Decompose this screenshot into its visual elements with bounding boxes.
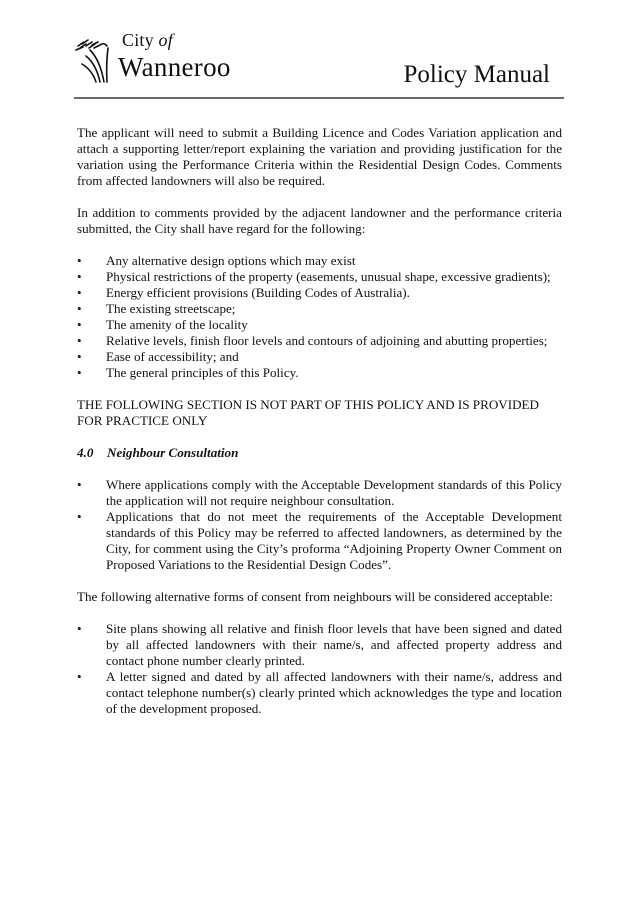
- section-number: 4.0: [77, 445, 94, 460]
- header-divider: [74, 97, 564, 99]
- logo-wanneroo: Wanneroo: [118, 52, 231, 82]
- kangaroo-paw-flower-icon: [74, 36, 120, 86]
- list-item: [77, 333, 562, 349]
- practice-notice: THE FOLLOWING SECTION IS NOT PART OF THIS POLICY AND IS PROVIDED FOR PRACTICE ONLY: [77, 397, 540, 428]
- list-item: [77, 365, 562, 381]
- document-body: [77, 125, 562, 717]
- spacer: [77, 381, 562, 397]
- regard-paragraph: In addition to comments provided by the adjacent landowner and the performance criteria submitted, the City shall have regard for the following:: [77, 205, 562, 236]
- spacer: [77, 189, 562, 205]
- regard-list: [77, 253, 562, 381]
- bullet-icon: •: [77, 253, 82, 268]
- list-item: [77, 669, 562, 717]
- list-item-text: The existing streetscape;: [106, 301, 236, 316]
- logo-city-of: [122, 30, 173, 51]
- spacer: [77, 573, 562, 589]
- consent-paragraph: The following alternative forms of consent from neighbours will be considered acceptable:: [77, 589, 553, 604]
- page-header: [74, 24, 564, 98]
- bullet-icon: •: [77, 333, 82, 348]
- list-item: [77, 253, 562, 269]
- bullet-icon: •: [77, 301, 82, 316]
- list-item-text: Physical restrictions of the property (easements, unusual shape, excessive gradients);: [106, 269, 551, 284]
- bullet-icon: •: [77, 365, 82, 380]
- spacer: [77, 461, 562, 477]
- list-item: [77, 301, 562, 317]
- list-item-text: Site plans showing all relative and finish floor levels that have been signed and dated by all affected landowners with their name/s, and affected property address and contact phone number clearly printed.: [106, 621, 562, 668]
- list-item-text: A letter signed and dated by all affected landowners with their name/s, address and contact telephone number(s) clearly printed which acknowledges the type and location of the development proposed.: [106, 669, 562, 716]
- bullet-icon: •: [77, 285, 82, 300]
- bullet-icon: •: [77, 669, 82, 684]
- section-heading: [77, 445, 562, 461]
- consultation-list: [77, 477, 562, 573]
- bullet-icon: •: [77, 509, 82, 524]
- list-item: [77, 285, 562, 301]
- spacer: [77, 429, 562, 445]
- spacer: [77, 605, 562, 621]
- intro-paragraph: The applicant will need to submit a Building Licence and Codes Variation application and attach a supporting letter/report explaining the variation and providing justification for the variation using the Performance Criteria within the Residential Design Codes. Comments from affected landowners will also be required.: [77, 125, 562, 188]
- list-item-text: The amenity of the locality: [106, 317, 248, 332]
- bullet-icon: •: [77, 269, 82, 284]
- consent-list: [77, 621, 562, 717]
- document-title: Policy Manual: [403, 61, 550, 88]
- bullet-icon: •: [77, 317, 82, 332]
- bullet-icon: •: [77, 621, 82, 636]
- list-item-text: Relative levels, finish floor levels and contours of adjoining and abutting properties;: [106, 333, 548, 348]
- list-item-text: Where applications comply with the Acceptable Development standards of this Policy the application will not require neighbour consultation.: [106, 477, 562, 508]
- section-title: Neighbour Consultation: [107, 445, 239, 460]
- logo-of-text: of: [158, 30, 173, 50]
- list-item-text: Applications that do not meet the requirements of the Acceptable Development standards of this Policy may be referred to affected landowners, as determined by the City, for comment using the City’s proforma “Adjoining Property Owner Comment on Proposed Variations to the Residential Design Codes”.: [106, 509, 562, 572]
- bullet-icon: •: [77, 349, 82, 364]
- list-item: [77, 477, 562, 509]
- list-item-text: Energy efficient provisions (Building Codes of Australia).: [106, 285, 410, 300]
- list-item-text: Any alternative design options which may exist: [106, 253, 356, 268]
- spacer: [77, 237, 562, 253]
- bullet-icon: •: [77, 477, 82, 492]
- list-item: [77, 509, 562, 573]
- city-logo: [74, 30, 274, 90]
- list-item-text: Ease of accessibility; and: [106, 349, 239, 364]
- list-item: [77, 621, 562, 669]
- list-item-text: The general principles of this Policy.: [106, 365, 299, 380]
- logo-city-text: City: [122, 30, 154, 50]
- list-item: [77, 349, 562, 365]
- list-item: [77, 317, 562, 333]
- list-item: [77, 269, 562, 285]
